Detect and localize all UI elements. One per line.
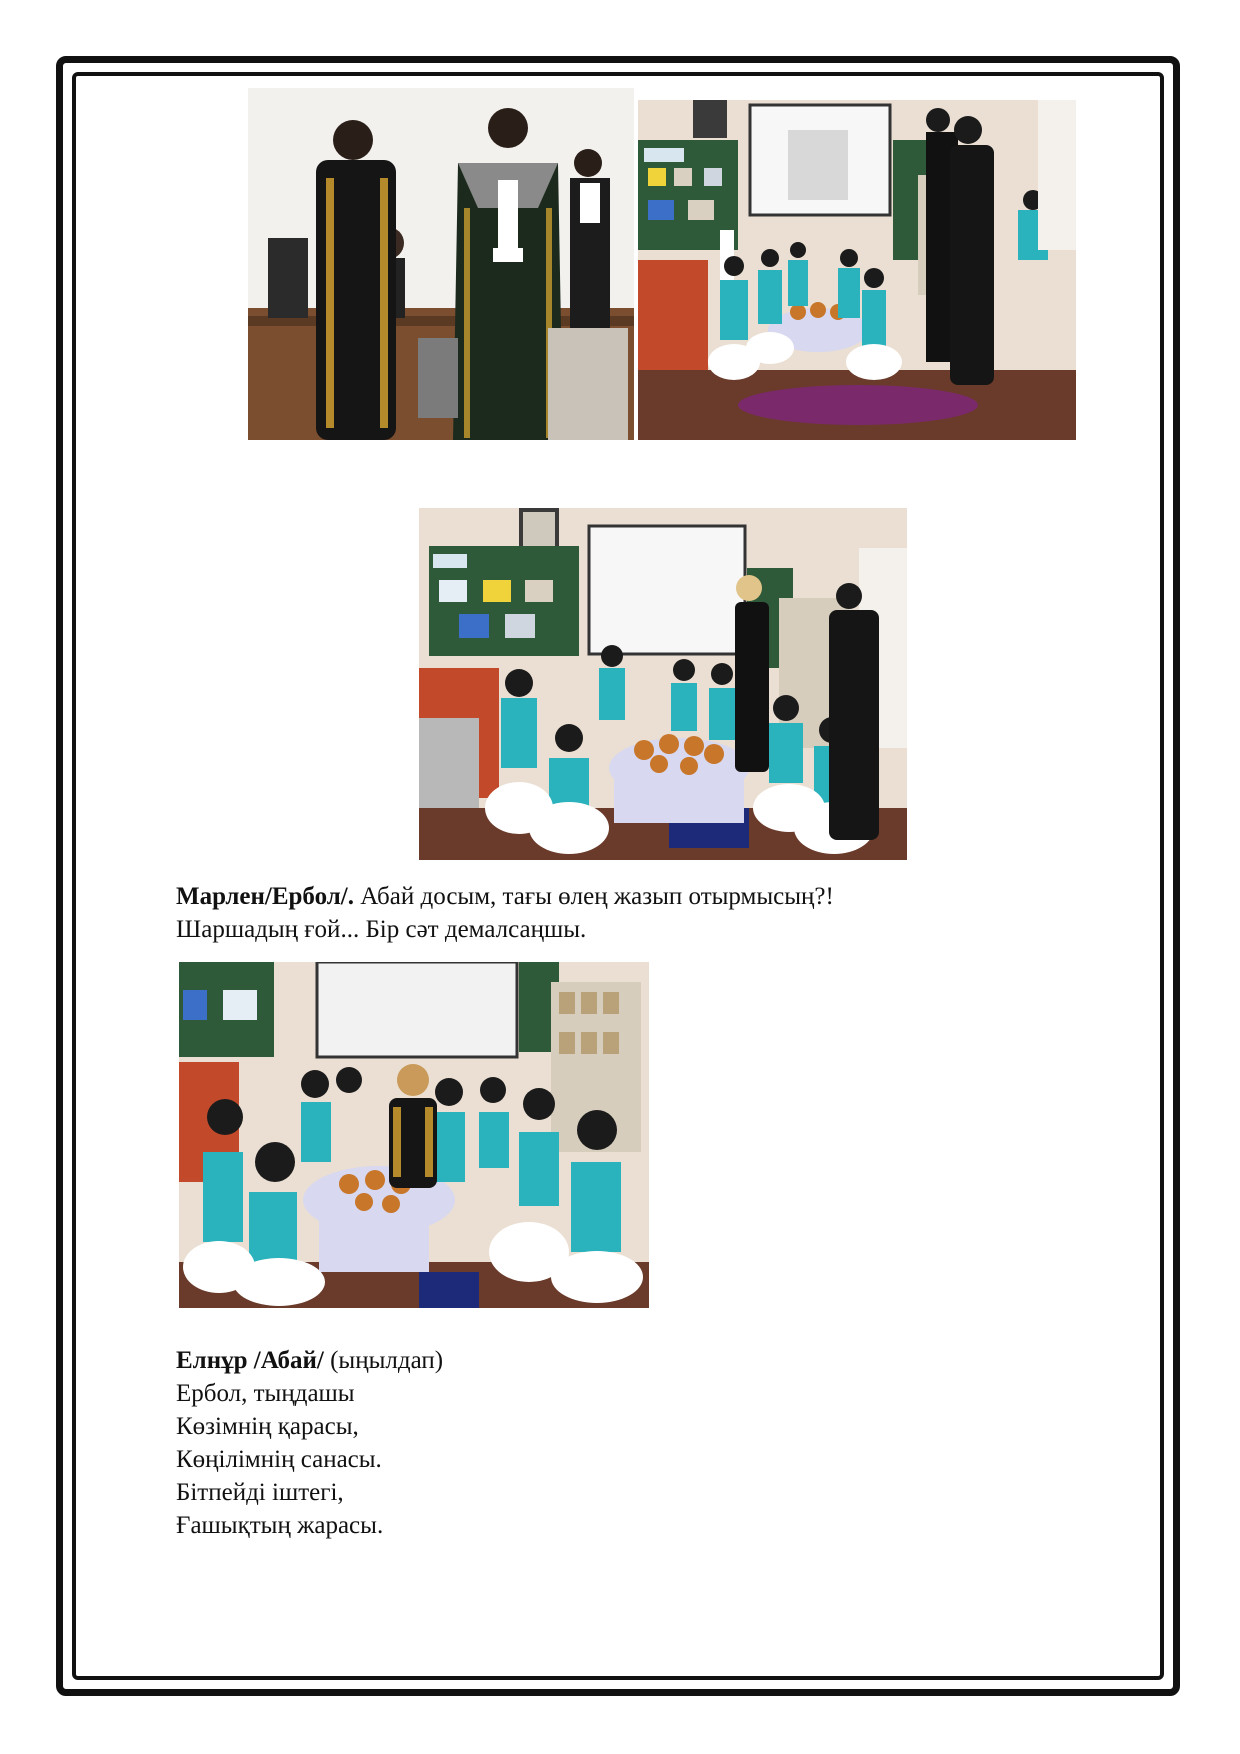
poem-line: Көзімнің қарасы,: [176, 1413, 359, 1440]
dialog-text: Абай досым, тағы өлең жазып отырмысың?!: [354, 883, 834, 910]
stage-direction: (ыңылдап): [323, 1347, 444, 1374]
photo-classroom-dastarkhan: [638, 100, 1076, 440]
photo-girls-at-table: [419, 508, 907, 860]
photo-group-with-abai: [179, 962, 649, 1308]
photo-students-reading: [248, 88, 634, 440]
poem-line: Ербол, тыңдашы: [176, 1380, 355, 1407]
dialog-line: [176, 880, 1076, 913]
speaker-name: Марлен/Ербол/.: [176, 883, 354, 910]
poem-line: Ғашықтың жарасы.: [176, 1512, 384, 1539]
speaker-name: Елнұр /Абай/: [176, 1347, 324, 1374]
dialog-line: [176, 1344, 1076, 1377]
poem-line: Бітпейді іштегі,: [176, 1479, 344, 1506]
dialog-marlen: [176, 880, 1076, 946]
dialog-abai-poem: [176, 1344, 1076, 1542]
poem-line: Көңілімнің санасы.: [176, 1446, 382, 1473]
dialog-line: Шаршадың ғой... Бір сәт демалсаңшы.: [176, 916, 587, 943]
